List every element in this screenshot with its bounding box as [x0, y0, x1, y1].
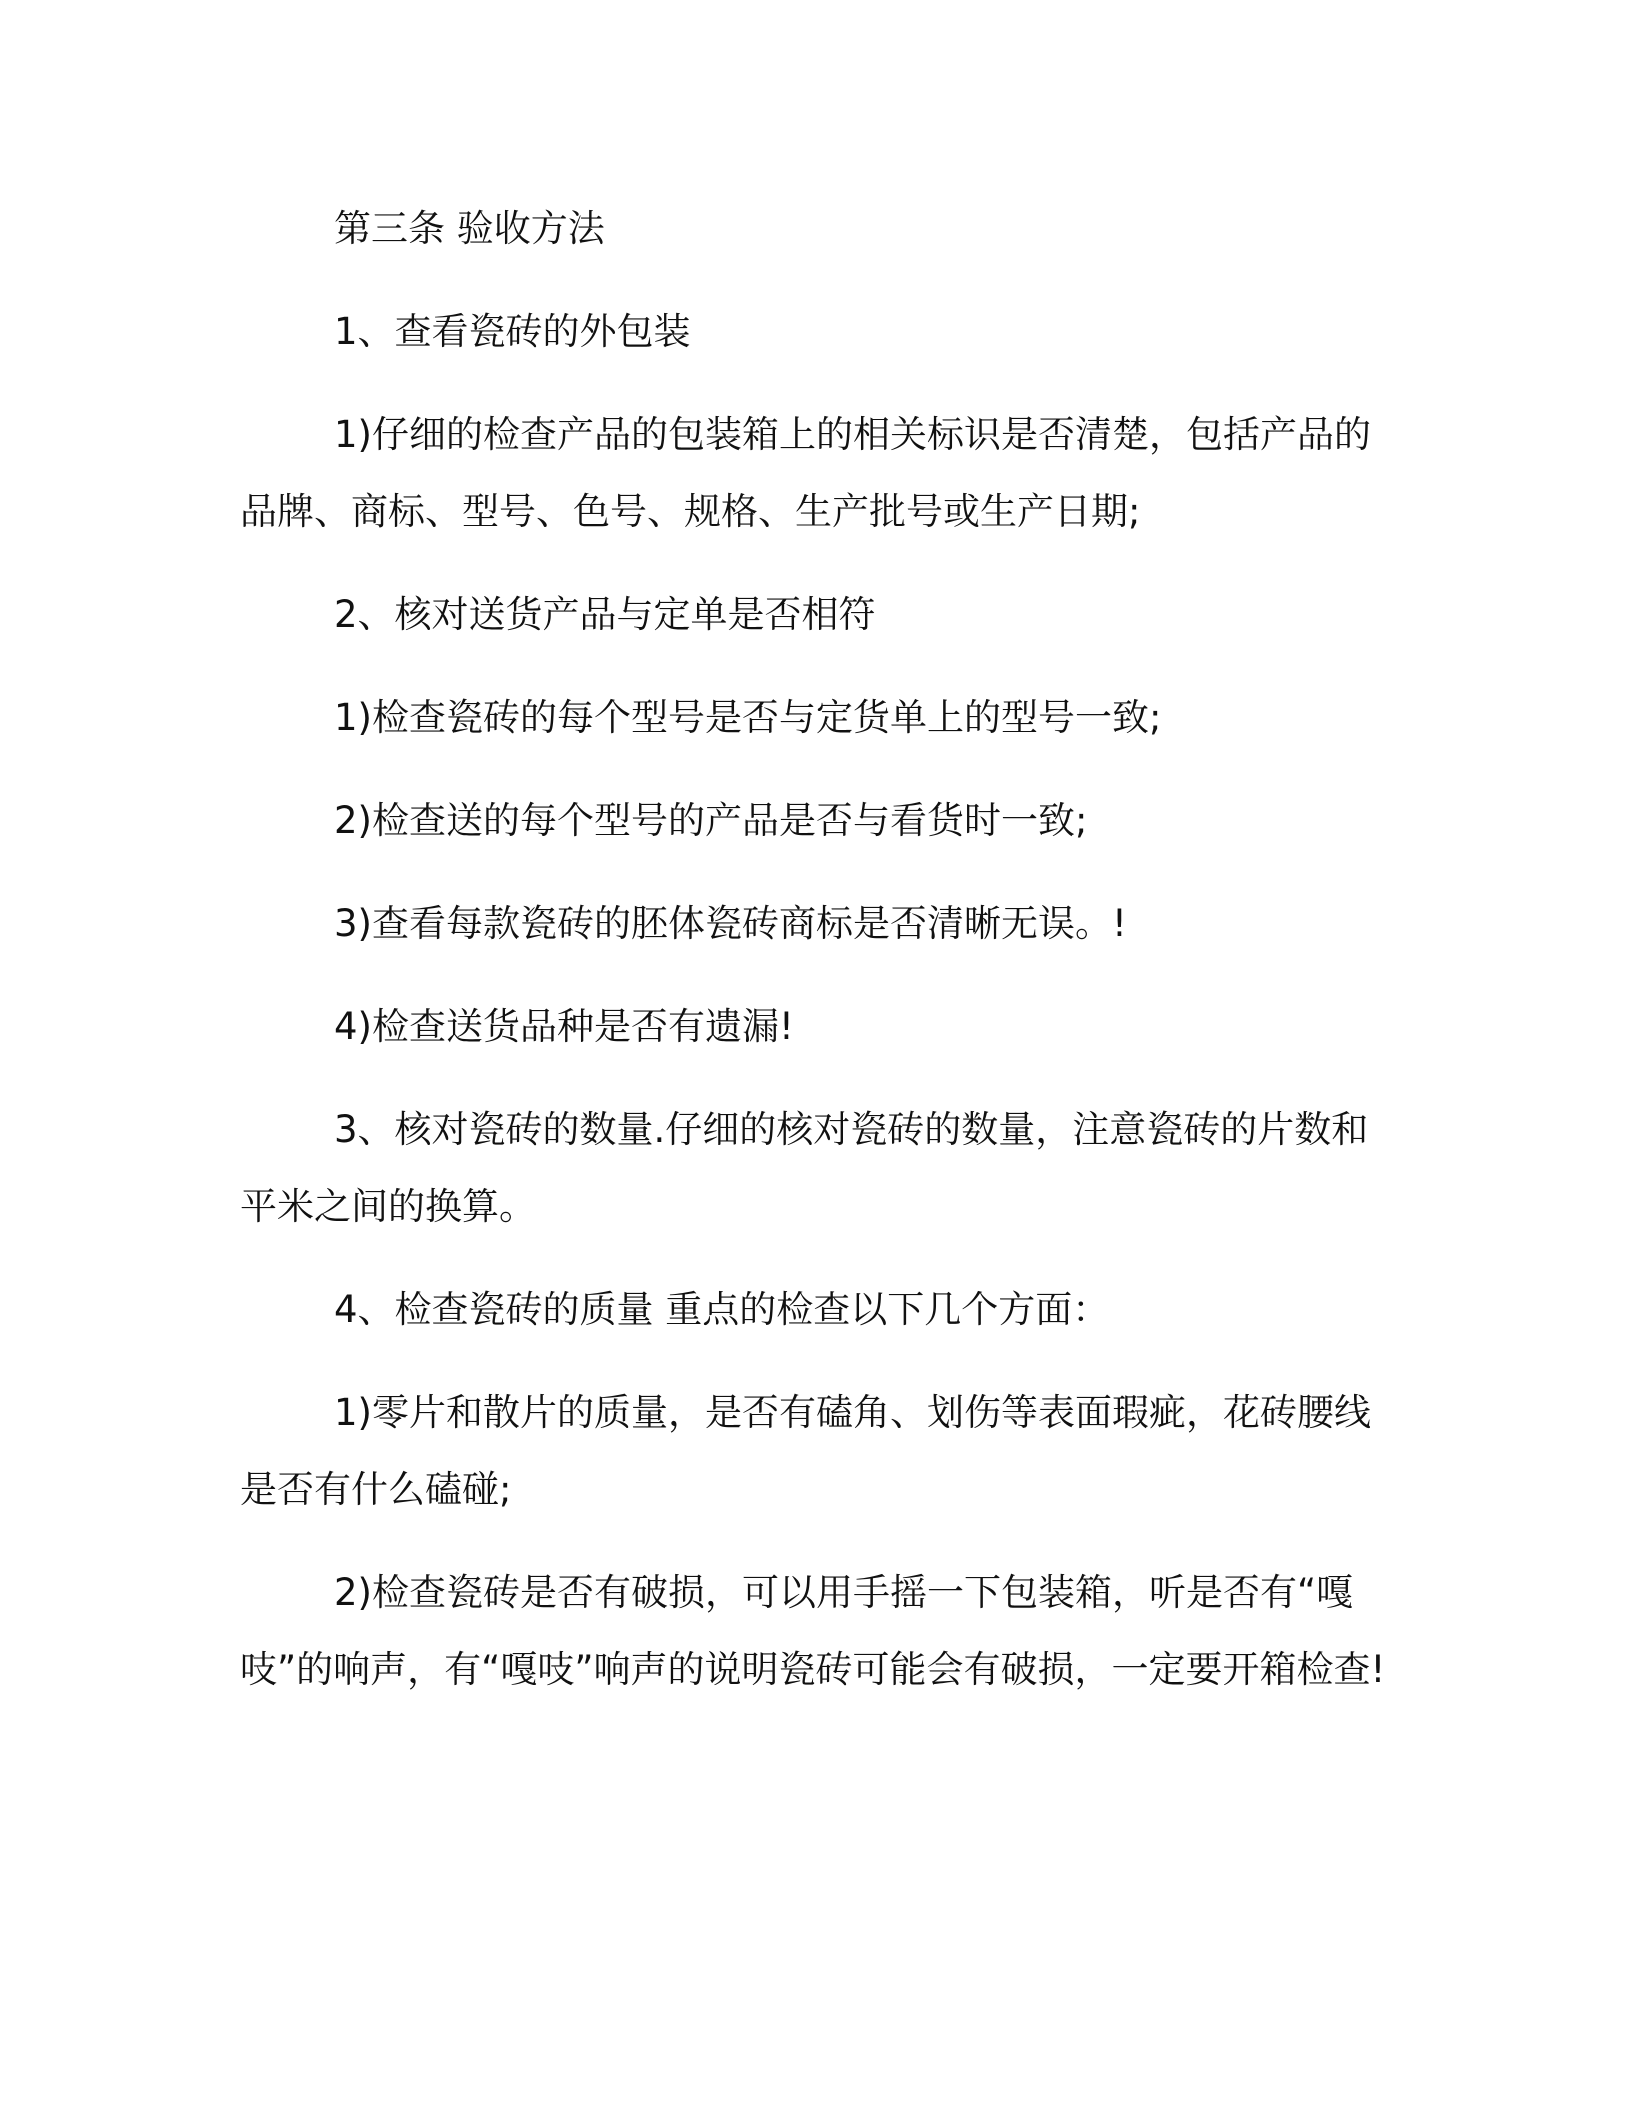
- paragraph-9: 4、检查瓷砖的质量 重点的检查以下几个方面：: [334, 1288, 1110, 1331]
- paragraph-1: 1、查看瓷砖的外包装: [334, 310, 691, 353]
- paragraph-11: 2)检查瓷砖是否有破损，可以用手摇一下包装箱，听是否有“嘎吱”的响声，有“嘎吱”响声的说明瓷砖可能会有破损，一定要开箱检查!: [240, 1571, 1386, 1691]
- paragraph-3: 2、核对送货产品与定单是否相符: [334, 593, 876, 636]
- paragraph-2: 1)仔细的检查产品的包装箱上的相关标识是否清楚，包括产品的品牌、商标、型号、色号、规格、生产批号或生产日期;: [240, 413, 1371, 533]
- paragraph-10: 1)零片和散片的质量，是否有磕角、划伤等表面瑕疵，花砖腰线是否有什么磕碰;: [240, 1391, 1371, 1511]
- paragraph-4: 1)检查瓷砖的每个型号是否与定货单上的型号一致;: [334, 696, 1162, 739]
- paragraph-5: 2)检查送的每个型号的产品是否与看货时一致;: [334, 799, 1088, 842]
- paragraph-6: 3)查看每款瓷砖的胚体瓷砖商标是否清晰无误。!: [334, 902, 1127, 945]
- paragraph-8: 3、核对瓷砖的数量.仔细的核对瓷砖的数量，注意瓷砖的片数和平米之间的换算。: [240, 1108, 1369, 1228]
- paragraph-7: 4)检查送货品种是否有遗漏!: [334, 1005, 794, 1048]
- section-heading: 第三条 验收方法: [334, 207, 605, 250]
- document-body: [240, 190, 1390, 1734]
